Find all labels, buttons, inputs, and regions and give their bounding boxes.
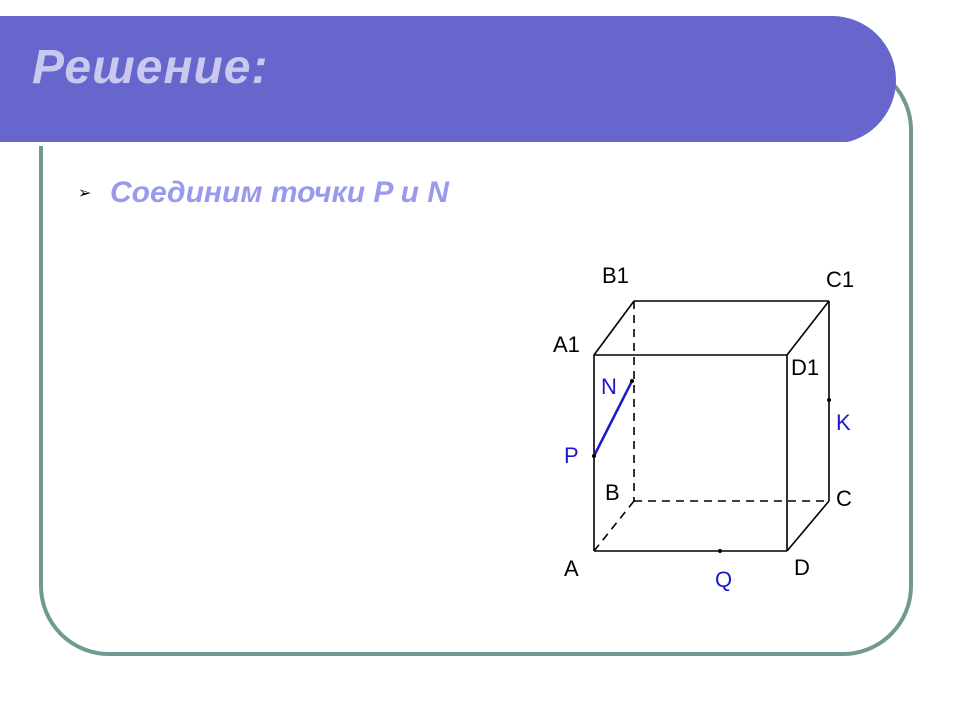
label-D: D <box>794 555 810 580</box>
label-B: B <box>605 480 620 505</box>
label-K: K <box>836 410 851 435</box>
slide-title: Решение: <box>32 41 269 94</box>
point-N <box>630 379 634 383</box>
edge-A-B <box>594 501 634 551</box>
point-P <box>592 454 596 458</box>
bullet-text: Соединим точки P и N <box>110 176 449 209</box>
label-B1: B1 <box>602 263 629 288</box>
point-Q <box>718 549 722 553</box>
label-D1: D1 <box>791 355 820 380</box>
label-Q: Q <box>715 567 733 592</box>
label-P: P <box>564 443 579 468</box>
label-A: A <box>564 556 579 581</box>
arrowhead-bullet-icon: ➢ <box>78 185 92 202</box>
edge-D1-C1 <box>787 301 829 355</box>
label-C: C <box>836 486 852 511</box>
label-N: N <box>601 374 617 399</box>
point-K <box>827 398 831 402</box>
label-A1: A1 <box>553 332 580 357</box>
edge-A1-B1 <box>594 301 634 355</box>
label-C1: C1 <box>826 267 855 292</box>
edge-D-C <box>787 501 829 551</box>
